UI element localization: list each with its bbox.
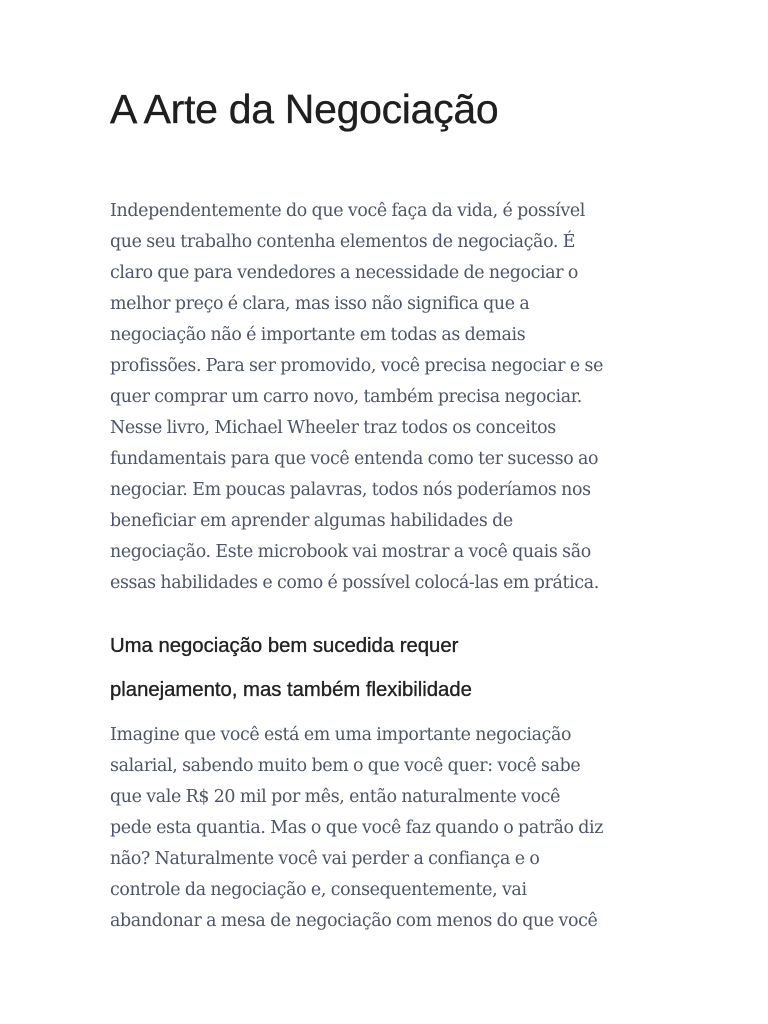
section-line: abandonar a mesa de negociação com menos do que você bbox=[110, 911, 598, 931]
intro-line: negociação não é importante em todas as demais bbox=[110, 325, 526, 345]
section-line: pede esta quantia. Mas o que você faz quando o patrão diz bbox=[110, 818, 604, 838]
intro-line: claro que para vendedores a necessidade de negociar o bbox=[110, 263, 579, 283]
intro-line: melhor preço é clara, mas isso não significa que a bbox=[110, 294, 530, 314]
intro-line: Nesse livro, Michael Wheeler traz todos os conceitos bbox=[110, 418, 556, 438]
intro-paragraph bbox=[110, 196, 655, 599]
section-paragraph bbox=[110, 720, 655, 937]
section-line: salarial, sabendo muito bem o que você quer: você sabe bbox=[110, 756, 581, 776]
intro-line: fundamentais para que você entenda como ter sucesso ao bbox=[110, 449, 599, 469]
intro-line: essas habilidades e como é possível colocá-las em prática. bbox=[110, 573, 599, 593]
section-line: controle da negociação e, consequentemente, vai bbox=[110, 880, 527, 900]
section-line: que vale R$ 20 mil por mês, então naturalmente você bbox=[110, 787, 561, 807]
section-heading bbox=[110, 624, 472, 712]
section-heading-line: planejamento, mas também flexibilidade bbox=[110, 679, 472, 701]
section-heading-line: Uma negociação bem sucedida requer bbox=[110, 635, 459, 657]
intro-line: negociação. Este microbook vai mostrar a você quais são bbox=[110, 542, 591, 562]
intro-line: profissões. Para ser promovido, você precisa negociar e se bbox=[110, 356, 604, 376]
section-line: Imagine que você está em uma importante negociação bbox=[110, 725, 572, 745]
page-title: A Arte da Negociação bbox=[110, 86, 499, 132]
intro-line: quer comprar um carro novo, também precisa negociar. bbox=[110, 387, 582, 407]
section-line: não? Naturalmente você vai perder a confiança e o bbox=[110, 849, 540, 869]
intro-line: beneficiar em aprender algumas habilidades de bbox=[110, 511, 513, 531]
intro-line: Independentemente do que você faça da vida, é possível bbox=[110, 201, 585, 221]
intro-line: negociar. Em poucas palavras, todos nós poderíamos nos bbox=[110, 480, 591, 500]
intro-line: que seu trabalho contenha elementos de negociação. É bbox=[110, 232, 576, 252]
